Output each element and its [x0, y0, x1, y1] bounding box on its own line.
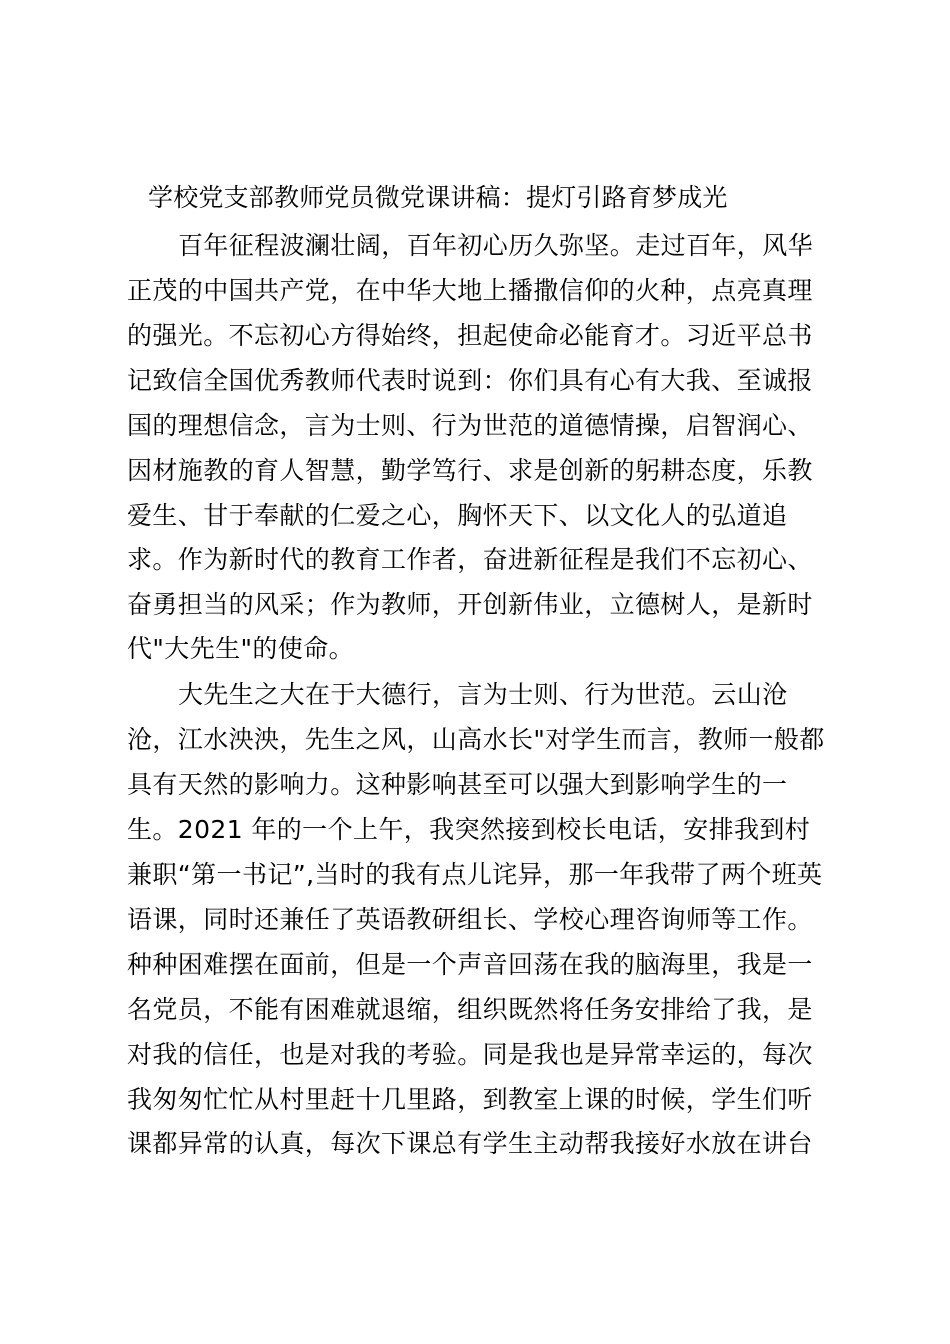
paragraph-1-line-3: 的强光。不忘初心方得始终，担起使命必能育才。习近平总书	[127, 321, 813, 350]
paragraph-2-line-7: 种种困难摆在面前，但是一个声音回荡在我的脑海里，我是一	[127, 950, 813, 979]
paragraph-2-line-11: 课都异常的认真，每次下课总有学生主动帮我接好水放在讲台	[127, 1129, 813, 1158]
paragraph-1-line-2: 正茂的中国共产党，在中华大地上播撒信仰的火种，点亮真理	[127, 276, 813, 305]
paragraph-2-line-8: 名党员，不能有困难就退缩，组织既然将任务安排给了我，是	[127, 995, 813, 1024]
paragraph-1-line-5: 国的理想信念，言为士则、行为世范的道德情操，启智润心、	[127, 411, 813, 440]
paragraph-1-line-1: 百年征程波澜壮阔，百年初心历久弥坚。走过百年，风华	[178, 231, 814, 260]
paragraph-1-line-10: 代"大先生"的使命。	[127, 634, 354, 663]
paragraph-1-line-6: 因材施教的育人智慧，勤学笃行、求是创新的躬耕态度，乐教	[127, 456, 813, 485]
paragraph-2-line-4: 生。2021 年的一个上午，我突然接到校长电话，安排我到村	[127, 815, 811, 844]
document-title: 学校党支部教师党员微党课讲稿：提灯引路育梦成光	[148, 183, 728, 212]
paragraph-2-line-2: 沧，江水泱泱，先生之风，山高水长"对学生而言，教师一般都	[127, 725, 825, 754]
paragraph-2-line-1: 大先生之大在于大德行，言为士则、行为世范。云山沧	[178, 680, 788, 709]
paragraph-1-line-4: 记致信全国优秀教师代表时说到：你们具有心有大我、至诚报	[127, 366, 813, 395]
paragraph-2-line-9: 对我的信任，也是对我的考验。同是我也是异常幸运的，每次	[127, 1040, 813, 1069]
paragraph-2-line-5: 兼职“第一书记”,当时的我有点儿诧异，那一年我带了两个班英	[127, 860, 823, 889]
paragraph-1-line-8: 求。作为新时代的教育工作者，奋进新征程是我们不忘初心、	[127, 545, 813, 574]
paragraph-1-line-9: 奋勇担当的风采；作为教师，开创新伟业，立德树人，是新时	[127, 590, 813, 619]
paragraph-2-line-10: 我匆匆忙忙从村里赶十几里路，到教室上课的时候，学生们听	[127, 1085, 813, 1114]
paragraph-2-line-3: 具有天然的影响力。这种影响甚至可以强大到影响学生的一	[127, 770, 788, 799]
paragraph-1-line-7: 爱生、甘于奉献的仁爱之心，胸怀天下、以文化人的弘道追	[127, 501, 788, 530]
paragraph-2-line-6: 语课，同时还兼任了英语教研组长、学校心理咨询师等工作。	[127, 905, 813, 934]
